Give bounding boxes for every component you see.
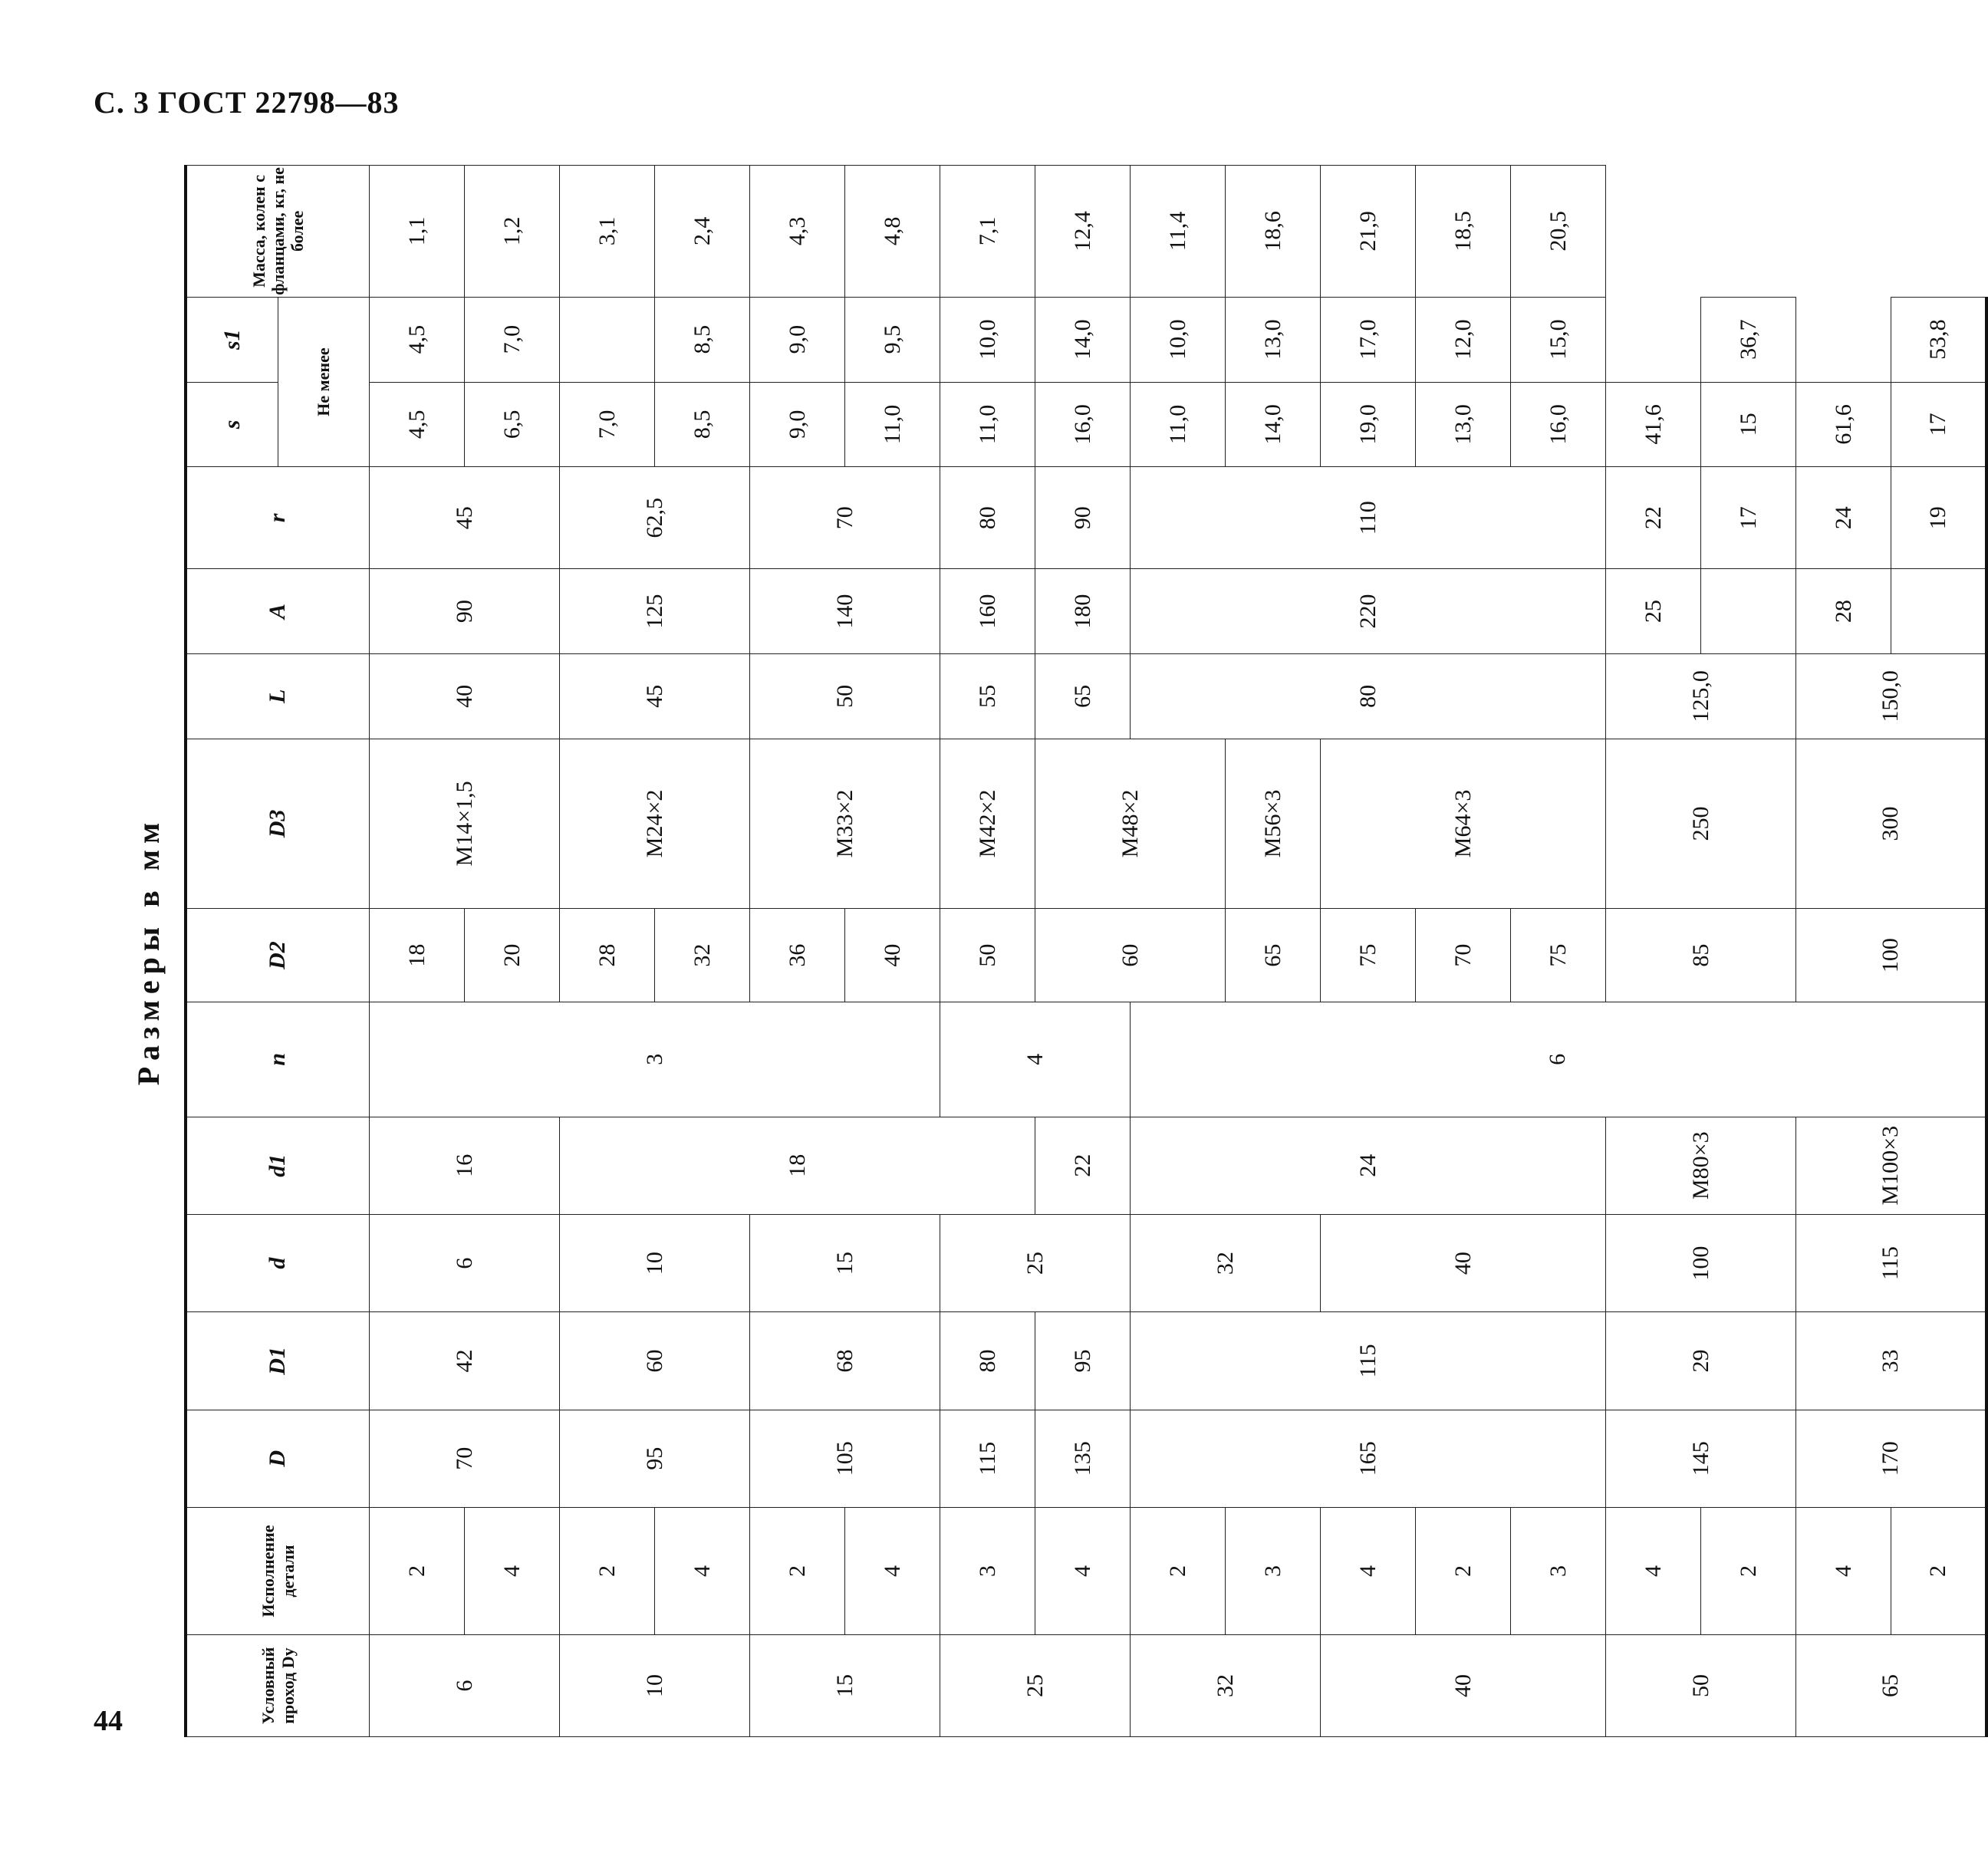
- cell-isp: 2: [1131, 1507, 1226, 1634]
- cell-n: 4: [940, 1002, 1131, 1117]
- cell-isp: 2: [750, 1507, 845, 1634]
- cell-D2: 75: [1511, 909, 1606, 1002]
- cell-D: [1701, 569, 1796, 654]
- cell-d1: 29: [1606, 1312, 1796, 1410]
- cell-r: 45: [370, 467, 560, 569]
- cell-m: 61,6: [1796, 382, 1891, 467]
- cell-s1: [560, 297, 655, 382]
- cell-A: 250: [1606, 739, 1796, 909]
- cell-d: 32: [1131, 1214, 1321, 1311]
- cell-s1: 10,0: [1131, 297, 1226, 382]
- cell-m: 1,2: [465, 166, 560, 298]
- cell-s1: 17: [1891, 382, 1986, 467]
- cell-D3: M48×2: [1035, 739, 1226, 909]
- cell-dy: 40: [1321, 1635, 1606, 1737]
- cell-dy: 15: [750, 1635, 940, 1737]
- cell-m: 18,6: [1226, 166, 1321, 298]
- cell-D2: 32: [655, 909, 750, 1002]
- table-row: [1796, 166, 1891, 1737]
- cell-s1: 9,5: [845, 297, 940, 382]
- cell-s1: 8,5: [655, 297, 750, 382]
- cell-m: 3,1: [560, 166, 655, 298]
- header-D3: D3: [186, 739, 370, 909]
- page-header: С. 3 ГОСТ 22798—83: [94, 85, 400, 120]
- cell-A: 90: [370, 569, 560, 654]
- cell-D3: M14×1,5: [370, 739, 560, 909]
- cell-d: 40: [1321, 1214, 1606, 1311]
- cell-s: 4,5: [370, 382, 465, 467]
- cell-A: 140: [750, 569, 940, 654]
- cell-s: 17: [1701, 467, 1796, 569]
- cell-isp: 4: [1606, 1507, 1701, 1634]
- cell-s: 11,0: [940, 382, 1035, 467]
- header-D: D: [186, 1410, 370, 1507]
- header-D1: D1: [186, 1312, 370, 1410]
- cell-D2: 60: [1035, 909, 1226, 1002]
- cell-L: 45: [560, 653, 750, 739]
- cell-D2: 40: [845, 909, 940, 1002]
- cell-L: 50: [750, 653, 940, 739]
- header-ispolnenie: Исполнение детали: [186, 1507, 370, 1634]
- cell-A: 300: [1796, 739, 1986, 909]
- cell-D1: 80: [940, 1312, 1035, 1410]
- cell-r: 80: [940, 467, 1035, 569]
- table-body: [370, 166, 1986, 1737]
- cell-dy: 65: [1796, 1635, 1986, 1737]
- cell-m: 20,5: [1511, 166, 1606, 298]
- cell-r: 125,0: [1606, 653, 1796, 739]
- header-A: A: [186, 569, 370, 654]
- cell-A: 220: [1131, 569, 1606, 654]
- cell-isp: 2: [1416, 1507, 1511, 1634]
- cell-s: 8,5: [655, 382, 750, 467]
- cell-isp: 3: [1226, 1507, 1321, 1634]
- cell-s1: 12,0: [1416, 297, 1511, 382]
- cell-D3: M100×3: [1796, 1117, 1986, 1214]
- cell-m: 41,6: [1606, 382, 1701, 467]
- cell-dy: 50: [1606, 1635, 1796, 1737]
- cell-D1: 115: [1131, 1312, 1606, 1410]
- cell-m: 18,5: [1416, 166, 1511, 298]
- cell-isp: 3: [1511, 1507, 1606, 1634]
- cell-D: [1891, 569, 1986, 654]
- cell-isp: 4: [1035, 1507, 1131, 1634]
- cell-s: 19: [1891, 467, 1986, 569]
- cell-m: 2,4: [655, 166, 750, 298]
- cell-D: 115: [940, 1410, 1035, 1507]
- cell-s: 16,0: [1035, 382, 1131, 467]
- cell-s1: 15: [1701, 382, 1796, 467]
- cell-n: 6: [1131, 1002, 1986, 1117]
- cell-m: 4,8: [845, 166, 940, 298]
- cell-m: 11,4: [1131, 166, 1226, 298]
- cell-s1: 7,0: [465, 297, 560, 382]
- table-caption: Размеры в мм: [131, 816, 166, 1086]
- cell-A: 180: [1035, 569, 1131, 654]
- cell-isp: 2: [560, 1507, 655, 1634]
- cell-d: 25: [940, 1214, 1131, 1311]
- cell-m: 21,9: [1321, 166, 1416, 298]
- cell-D2: 115: [1796, 1214, 1986, 1311]
- table-row: [1606, 166, 1701, 1737]
- cell-r: 110: [1131, 467, 1606, 569]
- header-n: n: [186, 1002, 370, 1117]
- cell-s: 9,0: [750, 382, 845, 467]
- cell-d1: 22: [1035, 1117, 1131, 1214]
- cell-s1: 22: [1606, 467, 1701, 569]
- rotated-table-area: [130, 165, 1950, 1737]
- cell-D1: 145: [1606, 1410, 1796, 1507]
- cell-D: 135: [1035, 1410, 1131, 1507]
- cell-D3: M56×3: [1226, 739, 1321, 909]
- cell-s: 16,0: [1511, 382, 1606, 467]
- cell-s1: 14,0: [1035, 297, 1131, 382]
- cell-D2: 65: [1226, 909, 1321, 1002]
- cell-d1: 33: [1796, 1312, 1986, 1410]
- cell-isp: 4: [655, 1507, 750, 1634]
- cell-D3: M64×3: [1321, 739, 1606, 909]
- dimensions-table: [184, 165, 1988, 1737]
- cell-r: 62,5: [560, 467, 750, 569]
- cell-s1: 4,5: [370, 297, 465, 382]
- cell-isp: 2: [370, 1507, 465, 1634]
- cell-D1: 170: [1796, 1410, 1986, 1507]
- cell-m: 4,3: [750, 166, 845, 298]
- cell-D2: 100: [1606, 1214, 1796, 1311]
- cell-dy: 10: [560, 1635, 750, 1737]
- cell-isp: 4: [845, 1507, 940, 1634]
- header-dy: Условный проход Dу: [186, 1635, 370, 1737]
- cell-A: 160: [940, 569, 1035, 654]
- cell-A: 125: [560, 569, 750, 654]
- cell-m: 36,7: [1701, 297, 1796, 382]
- header-d1: d1: [186, 1117, 370, 1214]
- header-L: L: [186, 653, 370, 739]
- cell-m: 7,1: [940, 166, 1035, 298]
- cell-D2: 36: [750, 909, 845, 1002]
- cell-dy: 6: [370, 1635, 560, 1737]
- cell-isp: 2: [1891, 1507, 1986, 1634]
- cell-s1: 17,0: [1321, 297, 1416, 382]
- cell-L: 85: [1606, 909, 1796, 1002]
- cell-D: 105: [750, 1410, 940, 1507]
- cell-s: 28: [1796, 569, 1891, 654]
- cell-s: 25: [1606, 569, 1701, 654]
- cell-isp: 4: [1321, 1507, 1416, 1634]
- cell-m: 12,4: [1035, 166, 1131, 298]
- cell-D1: 42: [370, 1312, 560, 1410]
- cell-L: 80: [1131, 653, 1606, 739]
- cell-d: 10: [560, 1214, 750, 1311]
- cell-s: 14,0: [1226, 382, 1321, 467]
- cell-m: 53,8: [1891, 297, 1986, 382]
- cell-dy: 25: [940, 1635, 1131, 1737]
- header-s: s: [186, 382, 278, 467]
- table-row: [940, 166, 1035, 1737]
- cell-D1: 60: [560, 1312, 750, 1410]
- cell-s: 13,0: [1416, 382, 1511, 467]
- cell-D2: 50: [940, 909, 1035, 1002]
- cell-s: 6,5: [465, 382, 560, 467]
- cell-m: 1,1: [370, 166, 465, 298]
- table-row: [370, 166, 465, 1737]
- cell-isp: 2: [1701, 1507, 1796, 1634]
- cell-D2: 75: [1321, 909, 1416, 1002]
- cell-s1: 13,0: [1226, 297, 1321, 382]
- cell-isp: 4: [1796, 1507, 1891, 1634]
- cell-d: 6: [370, 1214, 560, 1311]
- header-d: d: [186, 1214, 370, 1311]
- table-row: [750, 166, 845, 1737]
- cell-D1: 68: [750, 1312, 940, 1410]
- cell-D3: M80×3: [1606, 1117, 1796, 1214]
- cell-dy: 32: [1131, 1635, 1321, 1737]
- cell-D3: M42×2: [940, 739, 1035, 909]
- cell-L: 65: [1035, 653, 1131, 739]
- cell-r: 70: [750, 467, 940, 569]
- cell-D2: 18: [370, 909, 465, 1002]
- cell-s1: 10,0: [940, 297, 1035, 382]
- cell-r: 90: [1035, 467, 1131, 569]
- cell-D2: 28: [560, 909, 655, 1002]
- cell-s: 19,0: [1321, 382, 1416, 467]
- header-s1: s1: [186, 297, 278, 382]
- header-D2: D2: [186, 909, 370, 1002]
- cell-D2: 20: [465, 909, 560, 1002]
- header-r: r: [186, 467, 370, 569]
- cell-D: 95: [560, 1410, 750, 1507]
- cell-s1: 9,0: [750, 297, 845, 382]
- cell-D: 165: [1131, 1410, 1606, 1507]
- header-massa: Масса, колен с фланцами, кг, не более: [186, 166, 370, 298]
- cell-D3: M24×2: [560, 739, 750, 909]
- cell-L: 100: [1796, 909, 1986, 1002]
- cell-d1: 24: [1131, 1117, 1606, 1214]
- table-row: [560, 166, 655, 1737]
- cell-D2: 70: [1416, 909, 1511, 1002]
- cell-s1: 24: [1796, 467, 1891, 569]
- cell-s: 11,0: [845, 382, 940, 467]
- cell-d: 15: [750, 1214, 940, 1311]
- cell-d1: 16: [370, 1117, 560, 1214]
- cell-D3: M33×2: [750, 739, 940, 909]
- cell-L: 55: [940, 653, 1035, 739]
- cell-s: 11,0: [1131, 382, 1226, 467]
- cell-s: 7,0: [560, 382, 655, 467]
- header-ne-menee: Не менее: [278, 297, 370, 467]
- cell-r: 150,0: [1796, 653, 1986, 739]
- cell-n: 3: [370, 1002, 940, 1117]
- cell-s1: 15,0: [1511, 297, 1606, 382]
- cell-D1: 95: [1035, 1312, 1131, 1410]
- cell-L: 40: [370, 653, 560, 739]
- cell-isp: 3: [940, 1507, 1035, 1634]
- cell-D: 70: [370, 1410, 560, 1507]
- table-row: [1035, 166, 1131, 1737]
- page-number: 44: [94, 1705, 123, 1737]
- cell-isp: 4: [465, 1507, 560, 1634]
- cell-d1: 18: [560, 1117, 1035, 1214]
